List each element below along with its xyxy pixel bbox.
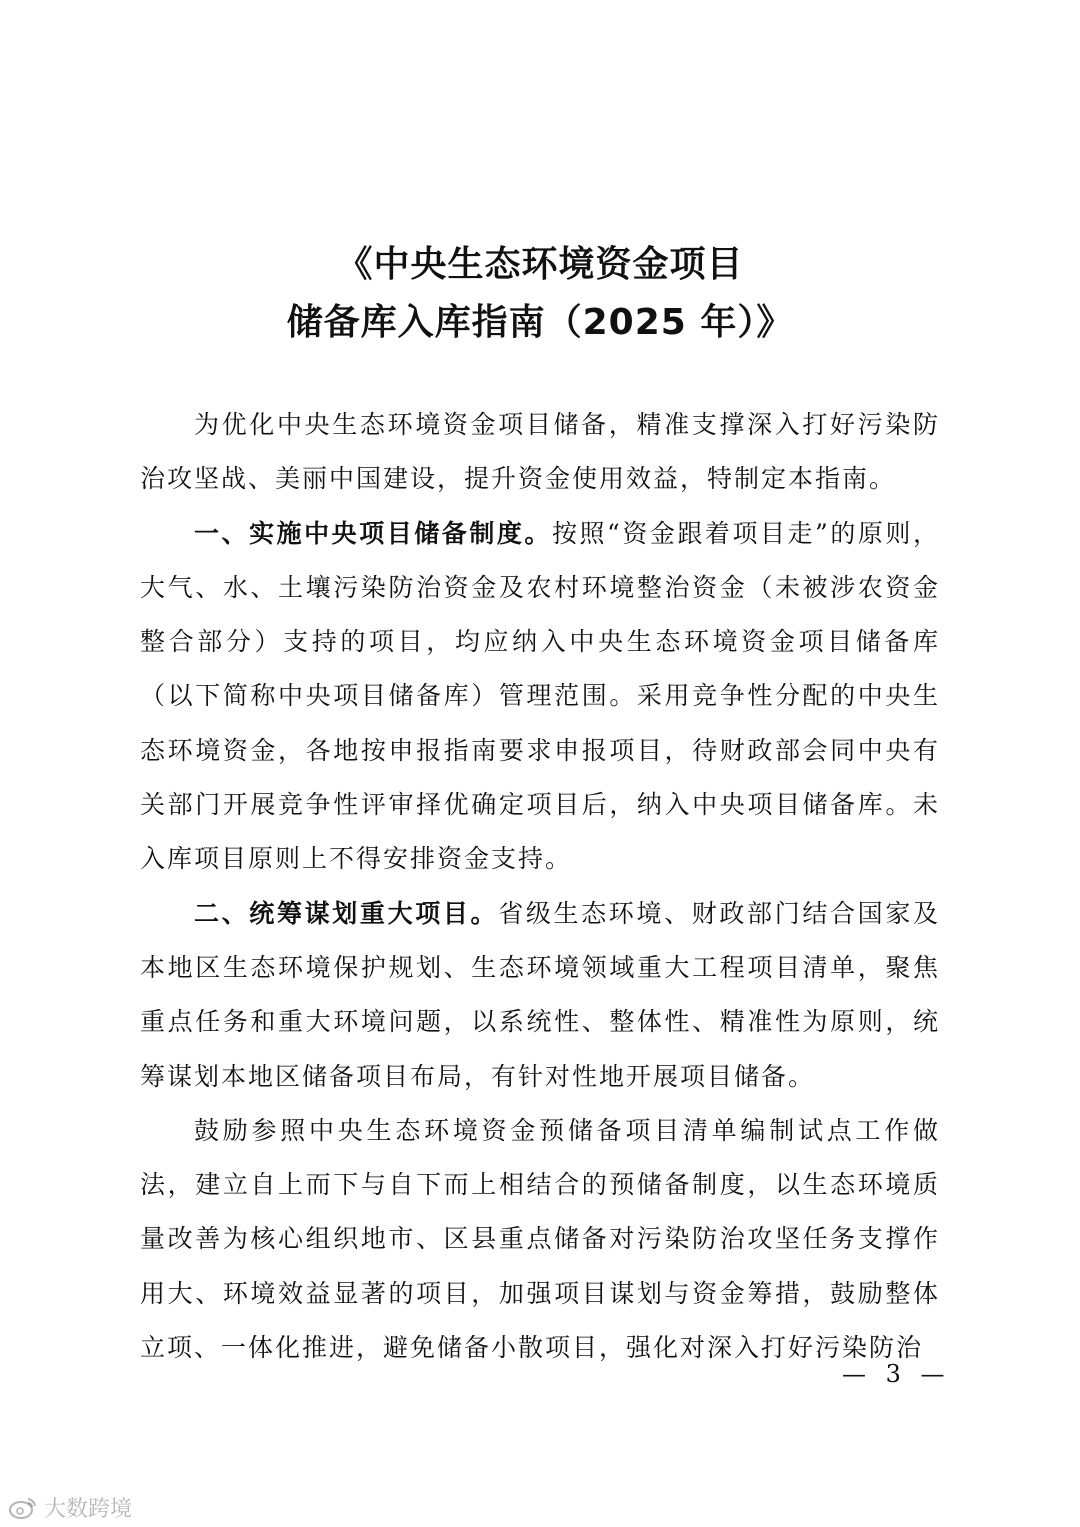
paragraph-text: 为优化中央生态环境资金项目储备，精准支撑深入打好污染防治攻坚战、美丽中国建设，提升资金使用效益，特制定本指南。 — [140, 410, 940, 494]
weibo-logo-icon — [8, 1496, 38, 1520]
page-number: — 3 — — [842, 1360, 951, 1388]
document-body — [140, 398, 940, 1375]
document-title-line-1: 《中央生态环境资金项目 — [336, 244, 744, 285]
paragraph-text: 鼓励参照中央生态环境资金预储备项目清单编制试点工作做法，建立自上而下与自下而上相结合的预储备制度，以生态环境质量改善为核心组织地市、区县重点储备对污染防治攻坚任务支撑作用大、环境效益显著的项目，加强项目谋划与资金筹措，鼓励整体立项、一体化推进，避免储备小散项目，强化对深入打好污染防治 — [140, 1115, 940, 1363]
section-heading: 二、统筹谋划重大项目。 — [194, 898, 499, 928]
paragraph — [140, 887, 940, 1104]
watermark-text: 大数跨境 — [44, 1497, 133, 1522]
section-heading: 一、实施中央项目储备制度。 — [194, 518, 552, 548]
paragraph — [140, 507, 940, 887]
paragraph — [140, 1104, 940, 1375]
paragraph — [140, 398, 940, 507]
paragraph-text: 按照“资金跟着项目走”的原则，大气、水、土壤污染防治资金及农村环境整治资金（未被涉农资金整合部分）支持的项目，均应纳入中央生态环境资金项目储备库（以下简称中央项目储备库）管理范围。采用竞争性分配的中央生态环境资金，各地按申报指南要求申报项目，待财政部会同中央有关部门开展竞争性评审择优确定项目后，纳入中央项目储备库。未入库项目原则上不得安排资金支持。 — [140, 518, 940, 874]
paragraph-text: 省级生态环境、财政部门结合国家及本地区生态环境保护规划、生态环境领域重大工程项目清单，聚焦重点任务和重大环境问题，以系统性、整体性、精准性为原则，统筹谋划本地区储备项目布局，有针对性地开展项目储备。 — [140, 898, 940, 1091]
document-title-line-2: 储备库入库指南（2025 年）》 — [286, 302, 794, 343]
watermark — [8, 1492, 132, 1523]
